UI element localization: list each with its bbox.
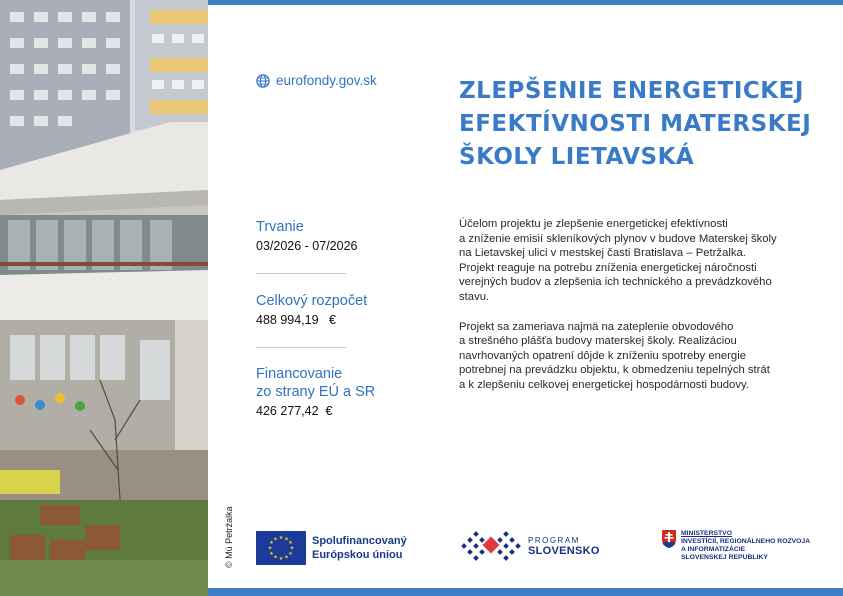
program-slovensko-logo: [460, 531, 600, 561]
funding-label-line-1: Financovanie: [256, 366, 343, 382]
svg-text:★: ★: [289, 545, 295, 552]
divider: [256, 347, 346, 348]
title-line-3: ŠKOLY LIETAVSKÁ: [459, 144, 695, 170]
program-line-1: PROGRAM: [528, 535, 580, 545]
description-paragraph-1: Účelom projektu je zlepšenie energetickej efektívnosti a zníženie emisií skleníkových plynov v budove Materskej školy na Lietavskej ulici v mestskej časti Bratislava – Petržalka. Projekt reaguje na potrebu zníženia energetickej náročnosti verejných budov a zlepšenia ich technického a prevádzkového stavu.: [459, 218, 777, 303]
funding-label-line-2: zo strany EÚ a SR: [256, 384, 376, 400]
eu-logo: [256, 531, 407, 565]
budget-block: [256, 292, 406, 327]
bottom-accent-bar: [208, 588, 843, 596]
building-photo: [0, 0, 208, 596]
svg-text:★: ★: [278, 556, 284, 562]
svg-text:★: ★: [269, 540, 274, 546]
svg-text:★: ★: [284, 554, 289, 561]
eu-logo-text: [312, 534, 407, 562]
ministry-line-4: SLOVENSKEJ REPUBLIKY: [681, 554, 768, 561]
svg-text:★: ★: [278, 535, 284, 541]
funding-value: 426 277,42 €: [256, 404, 333, 418]
ministry-line-3: A INFORMATIZÁCIE: [681, 546, 746, 553]
funding-block: [256, 365, 406, 418]
slovak-crest-icon: [662, 530, 676, 548]
svg-text:★: ★: [288, 540, 293, 546]
ministry-logo: [662, 530, 810, 562]
project-description: [459, 217, 799, 408]
budget-value: 488 994,19 €: [256, 313, 336, 327]
eu-line-2: Európskou úniou: [312, 549, 403, 561]
top-accent-bar: [208, 0, 843, 5]
svg-text:★: ★: [269, 551, 274, 557]
duration-label: Trvanie: [256, 219, 304, 235]
ministry-line-1: MINISTERSTVO: [681, 530, 732, 537]
divider: [256, 273, 346, 274]
project-title: [459, 75, 829, 174]
svg-text:★: ★: [284, 536, 289, 543]
ministry-line-2: INVESTÍCIÍ, REGIONÁLNEHO ROZVOJA: [681, 538, 811, 545]
title-line-2: EFEKTÍVNOSTI MATERSKEJ: [459, 111, 812, 137]
title-line-1: ZLEPŠENIE ENERGETICKEJ: [459, 78, 804, 104]
budget-label: Celkový rozpočet: [256, 293, 368, 309]
eu-line-1: Spolufinancovaný: [312, 535, 407, 547]
duration-block: [256, 218, 406, 253]
duration-value: 03/2026 - 07/2026: [256, 239, 358, 253]
website-url: eurofondy.gov.sk: [276, 73, 377, 88]
eu-flag-icon: [256, 531, 306, 565]
photo-credit: © Mú Petržalka: [224, 506, 234, 568]
svg-text:★: ★: [267, 545, 273, 552]
globe-icon: [256, 74, 270, 88]
svg-text:★: ★: [273, 536, 278, 543]
description-paragraph-2: Projekt sa zameriava najmä na zateplenie obvodového a strešného plášťa budovy materskej školy. Realizáciou navrhovaných opatrení dôjde k zníženiu spotreby energie potrebnej na prevádzku objektu, k obmedzeniu tepelných strát a k zlepšeniu celkovej energetickej hospodárnosti budovy.: [459, 320, 770, 391]
svg-text:★: ★: [273, 554, 278, 561]
program-line-2: SLOVENSKO: [528, 544, 600, 557]
program-slovensko-icon: [460, 531, 522, 561]
svg-text:★: ★: [288, 551, 293, 557]
website-link[interactable]: [256, 73, 377, 88]
